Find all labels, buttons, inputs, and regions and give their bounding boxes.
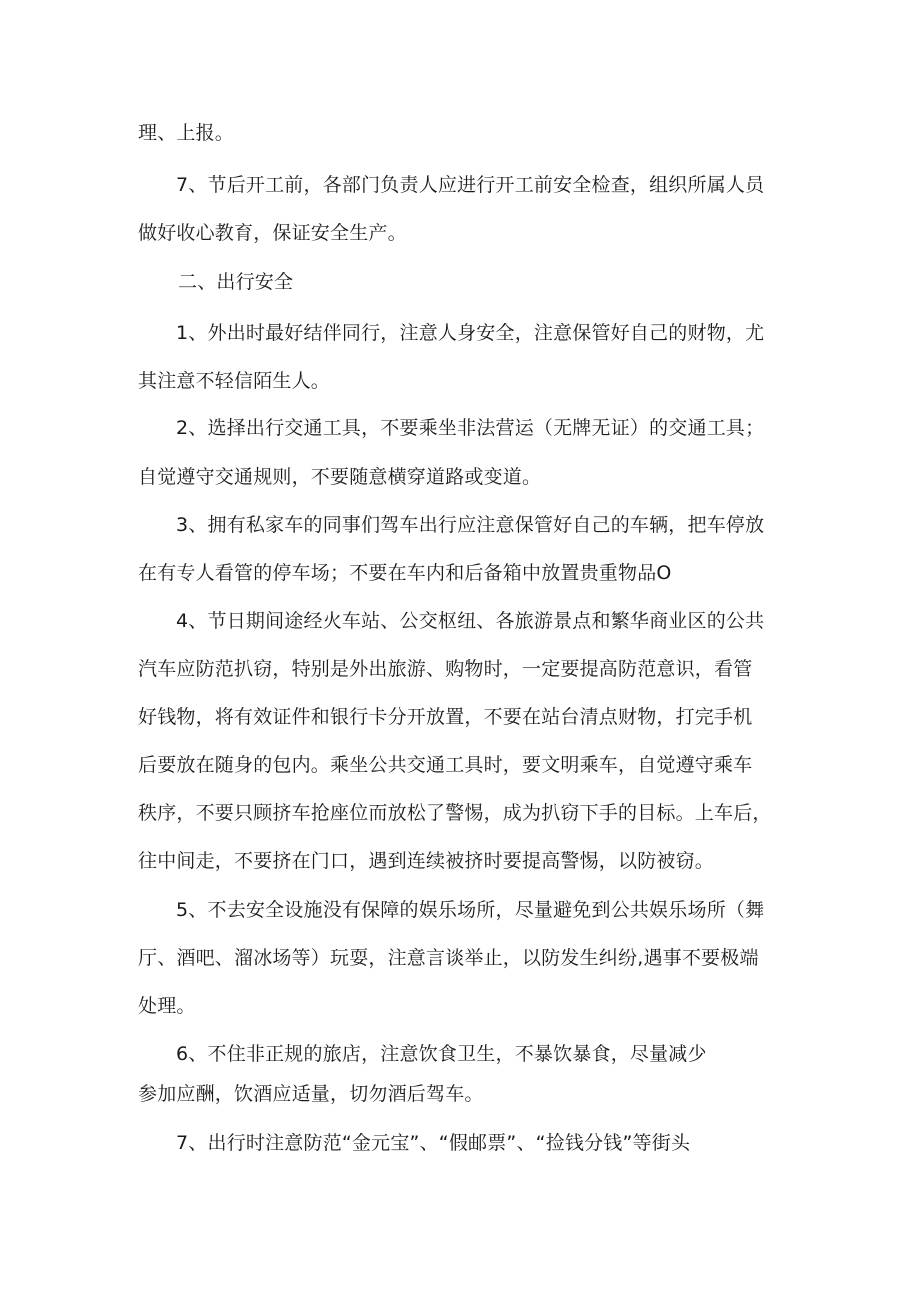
text-line: 2、选择出行交通工具，不要乘坐非法营运（无牌无证）的交通工具； [176, 417, 765, 439]
text-line: 其注意不轻信陌生人。 [138, 370, 331, 392]
text-line: 7、节后开工前，各部门负责人应进行开工前安全检查，组织所属人员 [176, 174, 765, 196]
text-line: 1、外出时最好结伴同行，注意人身安全，注意保管好自己的财物，尤 [176, 322, 765, 344]
text-line: 处理。 [138, 995, 196, 1017]
text-line: 后要放在随身的包内。乘坐公共交通工具时，要文明乘车，自觉遵守乘车 [138, 754, 753, 776]
text-line: 4、节日期间途经火车站、公交枢纽、各旅游景点和繁华商业区的公共 [176, 610, 765, 632]
text-line: 自觉遵守交通规则，不要随意横穿道路或变道。 [138, 466, 542, 488]
text-line: 理、上报。 [138, 122, 235, 144]
text-line: 3、拥有私家车的同事们驾车出行应注意保管好自己的车辆，把车停放 [176, 514, 765, 536]
text-line: 汽车应防范扒窃，特别是外出旅游、购物时，一定要提高防范意识，看管 [138, 658, 753, 680]
text-line: 6、不住非正规的旅店，注意饮食卫生，不暴饮暴食，尽量减少 [176, 1043, 707, 1065]
text-line: 厅、酒吧、溜冰场等）玩耍，注意言谈举止，以防发生纠纷,遇事不要极端 [138, 947, 759, 969]
text-line: 做好收心教育，保证安全生产。 [138, 222, 407, 244]
text-line: 7、出行时注意防范“金元宝”、“假邮票”、“捡钱分钱”等街头 [176, 1132, 691, 1154]
text-line: 秩序，不要只顾挤车抢座位而放松了警惕，成为扒窃下手的目标。上车后， [138, 802, 772, 824]
section-heading: 二、出行安全 [178, 271, 294, 293]
text-line: 参加应酬，饮酒应适量，切勿酒后驾车。 [138, 1083, 484, 1105]
text-line: 在有专人看管的停车场；不要在车内和后备箱中放置贵重物品O [138, 562, 672, 584]
text-line: 5、不去安全设施没有保障的娱乐场所，尽量避免到公共娱乐场所（舞 [176, 899, 765, 921]
text-line: 好钱物，将有效证件和银行卡分开放置，不要在站台清点财物，打完手机 [138, 706, 753, 728]
text-line: 往中间走，不要挤在门口，遇到连续被挤时要提高警惕，以防被窃。 [138, 850, 715, 872]
